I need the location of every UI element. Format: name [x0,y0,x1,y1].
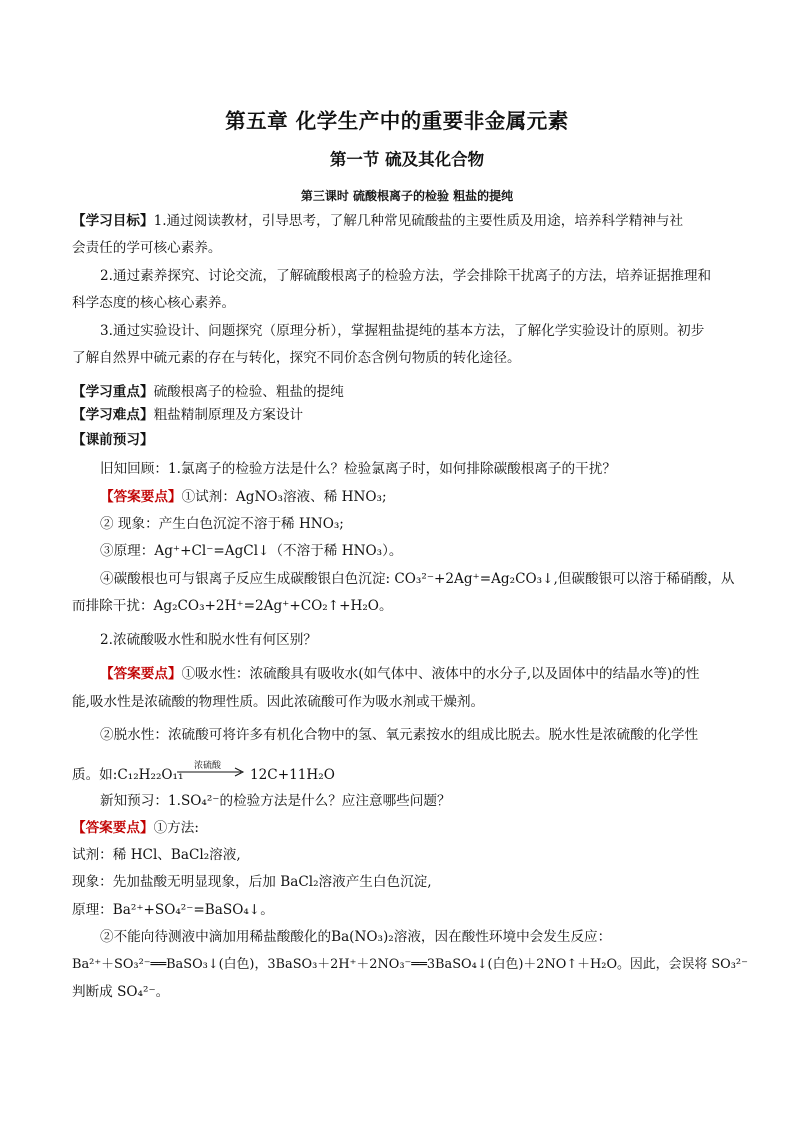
difficulty-text: 粗盐精制原理及方案设计 [153,407,304,423]
new-preview-note-3: 判断成 SO₄²⁻。 [72,984,170,1000]
objectives-line-3: 2.通过素养探究、讨论交流，了解硫酸根离子的检验方法，学会排除干扰离子的方法，培养证据推理和 [100,268,712,284]
objectives-line-2: 会责任的学可核心素养。 [72,240,222,256]
key-text: 硫酸根离子的检验、粗盐的提纯 [153,384,344,400]
section-title: 第一节 硫及其化合物 [329,150,485,169]
review-answer-2-1a: 【答案要点】①吸水性：浓硫酸具有吸收水(如气体中、液体中的水分子,以及固体中的结晶水等)的性 [100,666,700,682]
reaction-arrow-icon [177,760,247,780]
key-tag: 【学习重点】 [72,384,154,400]
preview-heading [72,430,154,450]
difficulty-tag: 【学习难点】 [72,407,154,423]
answer-tag: 【答案要点】 [100,489,182,505]
review-answer-2-2b-right: 12C+11H₂O [250,767,335,783]
review-answer-1-2: ② 现象：产生白色沉淀不溶于稀 HNO₃; [100,516,344,532]
new-preview-note-2: Ba²⁺＋SO₃²⁻══BaSO₃↓(白色)，3BaSO₃＋2H⁺＋2NO₃⁻══3BaSO₄↓(白色)＋2NO↑＋H₂O。因此，会误将 SO₃²⁻ [72,957,748,972]
objectives-line-4: 科学态度的核心核心素养。 [72,295,236,311]
difficulty-points [72,405,303,425]
answer-tag: 【答案要点】 [72,820,154,836]
chapter-title: 第五章 化学生产中的重要非金属元素 [225,109,569,133]
review-answer-1-4a: ④碳酸根也可与银离子反应生成碳酸银白色沉淀: CO₃²⁻+2Ag⁺=Ag₂CO₃↓,但碳酸银可以溶于稀硝酸，从 [100,571,735,587]
new-preview-reagent: 试剂：稀 HCl、BaCl₂溶液, [72,847,241,863]
review-answer-2-2a: ②脱水性：浓硫酸可将许多有机化合物中的氢、氧元素按水的组成比脱去。脱水性是浓硫酸的化学性 [100,727,699,743]
review-question-2: 2.浓硫酸吸水性和脱水性有何区别？ [100,632,317,648]
new-preview-question: 新知预习：1.SO₄²⁻的检验方法是什么？应注意哪些问题？ [100,793,451,809]
answer-tag: 【答案要点】 [100,666,182,682]
new-preview-note-1: ②不能向待测液中滴加用稀盐酸酸化的Ba(NO₃)₂溶液，因在酸性环境中会发生反应： [100,929,612,945]
objectives-line-6: 了解自然界中硫元素的存在与转化，探究不同价态含例句物质的转化途径。 [72,350,521,366]
key-points [72,382,344,402]
review-answer-1-4b: 而排除干扰：Ag₂CO₃+2H⁺=2Ag⁺+CO₂↑+H₂O。 [72,598,393,614]
preview-tag: 【课前预习】 [72,432,154,448]
lesson-title: 第三课时 硫酸根离子的检验 粗盐的提纯 [300,189,514,203]
new-preview-phenomenon: 现象：先加盐酸无明显现象，后加 BaCl₂溶液产生白色沉淀, [72,874,432,890]
objectives-text-1a: 1.通过阅读教材，引导思考，了解几种常见硫酸盐的主要性质及用途，培养科学精神与社 [153,213,684,229]
review-answer-1-1: 【答案要点】①试剂：AgNO₃溶液、稀 HNO₃; [100,489,387,505]
new-preview-principle: 原理：Ba²⁺+SO₄²⁻=BaSO₄↓。 [72,902,274,918]
review-question-1: 旧知回顾：1.氯离子的检验方法是什么？检验氯离子时，如何排除碳酸根离子的干扰？ [100,461,616,477]
review-answer-2-2b-left: 质。如:C₁₂H₂₂O₁₁ [72,767,184,783]
reaction-condition-label: 浓硫酸 [194,761,222,771]
objectives-line-1 [72,211,683,231]
new-preview-answer-head: 【答案要点】①方法: [72,820,199,836]
objectives-tag: 【学习目标】 [72,213,154,229]
objectives-line-5: 3.通过实验设计、问题探究（原理分析），掌握粗盐提纯的基本方法，了解化学实验设计的原则。初步 [100,323,705,339]
review-answer-1-3: ③原理：Ag⁺+Cl⁻=AgCl↓（不溶于稀 HNO₃）。 [100,543,403,559]
review-answer-2-1b: 能,吸水性是浓硫酸的物理性质。因此浓硫酸可作为吸水剂或干燥剂。 [72,694,485,710]
